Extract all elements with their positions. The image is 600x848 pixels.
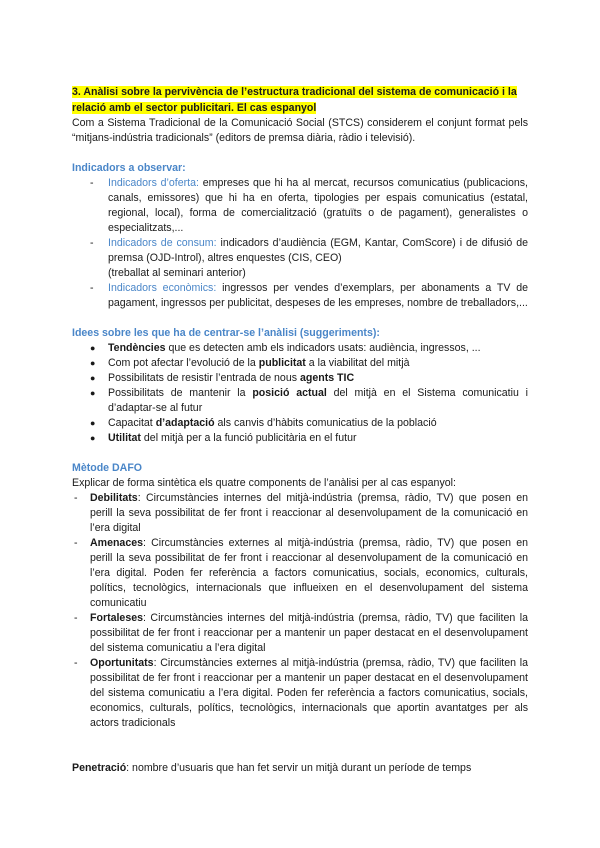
dafo-list [72, 491, 528, 731]
bullet-icon: ● [90, 358, 96, 368]
dash-marker-icon: - [90, 177, 94, 189]
list-item: ● Capacitat d’adaptació als canvis d’hàbits comunicatius de la població [90, 417, 437, 429]
dash-marker-icon: - [90, 237, 94, 249]
intro-paragraph: Com a Sistema Tradicional de la Comunicació Social (STCS) considerem el conjunt format pels “mitjans-indústria tradicionals” (editors de premsa diària, ràdio i televisió). [72, 117, 528, 144]
list-item: - Indicadors econòmics: ingressos per vendes d’exemplars, per abonaments a TV de pagament, ingressos per publicitat, despeses de les empreses, nombre de treballadors,... [90, 282, 528, 309]
bullet-icon: ● [90, 433, 96, 443]
list-item: ● Utilitat del mitjà per a la funció publicitària en el futur [90, 432, 357, 444]
list-item: - Debilitats: Circumstàncies internes del mitjà-indústria (premsa, ràdio, TV) que posen en perill la seva possibilitat de fer front i reaccionar al desenvolupament de la comunicació en l’era digital [74, 492, 528, 534]
document-page [72, 84, 528, 776]
dash-marker-icon: - [90, 282, 94, 294]
list-item: - Indicadors de consum: indicadors d’audiència (EGM, Kantar, ComScore) i de difusió de premsa (OJD-Introl), altres enquestes (CIS, CEO) (treballat al seminari anterior) [90, 237, 528, 279]
dafo-intro: Explicar de forma sintètica els quatre components de l’anàlisi per al cas espanyol: [72, 477, 456, 489]
bullet-icon: ● [90, 343, 96, 353]
bullet-icon: ● [90, 388, 96, 398]
list-item: - Fortaleses: Circumstàncies internes del mitjà-indústria (premsa, ràdio, TV) que faciliten la possibilitat de fer front i reaccionar per a mantenir un paper destacat en el desenvolupament del sistema comunicatiu a l’era digital [74, 612, 528, 654]
section-title-text: 3. Anàlisi sobre la pervivència de l’estructura tradicional del sistema de comunicació i la relació amb el sector publicitari. El cas espanyol [72, 86, 517, 114]
dash-marker-icon: - [74, 492, 78, 504]
dafo-heading: Mètode DAFO [72, 462, 143, 474]
indicators-list [72, 176, 528, 311]
penetracio-paragraph: Penetració: nombre d’usuaris que han fet servir un mitjà durant un període de temps [72, 762, 472, 774]
dash-marker-icon: - [74, 612, 78, 624]
list-item: - Indicadors d’oferta: empreses que hi ha al mercat, recursos comunicatius (publicacions, canals, emissores) que hi ha en oferta, tipologies per espais comunicatius (estatal, regional, local), forma de comercialització (gratuïts o de pagament), generalistes o especialitzats,... [90, 177, 528, 234]
ideas-heading: Idees sobre les que ha de centrar-se l’anàlisi (suggeriments): [72, 327, 380, 339]
list-item: ● Possibilitats de resistir l’entrada de nous agents TIC [90, 372, 355, 384]
bullet-icon: ● [90, 418, 96, 428]
dash-marker-icon: - [74, 657, 78, 669]
section-title [72, 84, 528, 116]
list-item: - Amenaces: Circumstàncies externes al mitjà-indústria (premsa, ràdio, TV) que posen en perill la seva possibilitat de fer front i reaccionar al desenvolupament de la comunicació en l’era digital. Poden fer referència a factors comunicatius, socials, economics, culturals, polítics, tecnològics, internacionals que influeixen en el desenvolupament del sistema comunicatiu [74, 537, 528, 609]
bullet-icon: ● [90, 373, 96, 383]
list-item: ● Possibilitats de mantenir la posició actual del mitjà en el Sistema comunicatiu i d’adaptar-se al futur [90, 387, 529, 414]
list-item: ● Tendències que es detecten amb els indicadors usats: audiència, ingressos, ... [90, 342, 481, 354]
indicators-heading: Indicadors a observar: [72, 162, 186, 174]
list-item: - Oportunitats: Circumstàncies externes al mitjà-indústria (premsa, ràdio, TV) que faciliten la possibilitat de fer front i reaccionar per a mantenir un paper destacat en el desenvolupament del sistema comunicatiu a l’era digital. Poden fer referència a factors comunicatius, socials, economics, culturals, polítics, tecnològics, internacionals que aportin avantatges per als actors tradicionals [74, 657, 528, 729]
ideas-list [72, 341, 528, 446]
dash-marker-icon: - [74, 537, 78, 549]
list-item: ● Com pot afectar l’evolució de la publicitat a la viabilitat del mitjà [90, 357, 410, 369]
